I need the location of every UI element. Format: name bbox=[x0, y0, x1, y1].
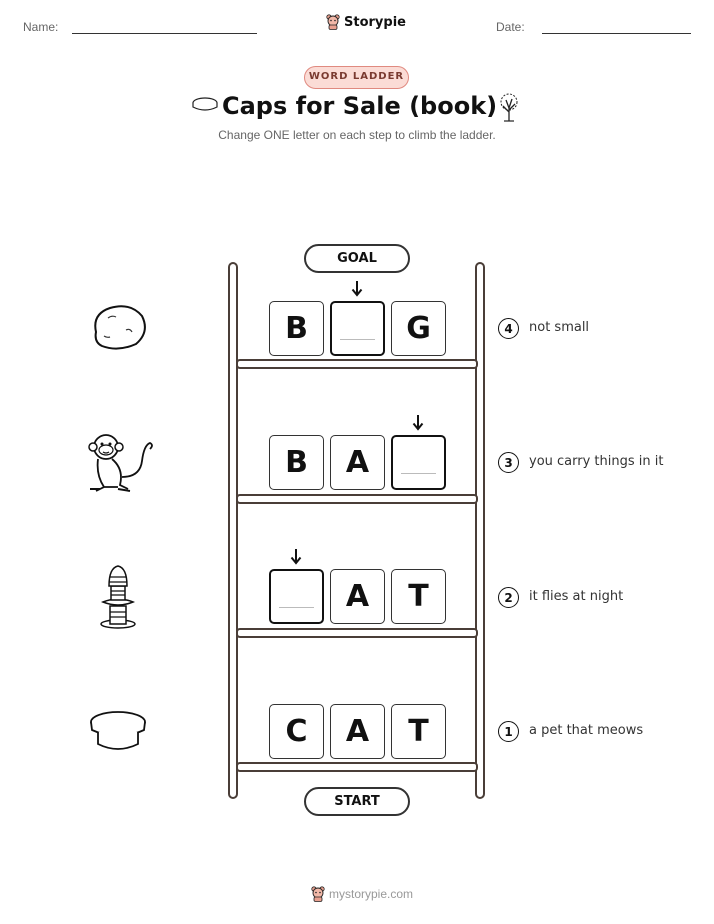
cap-icon bbox=[191, 96, 219, 116]
step-number: 4 bbox=[498, 318, 519, 339]
ladder-rung bbox=[236, 762, 478, 772]
brand-name: Storypie bbox=[344, 14, 406, 30]
step-clue: you carry things in it bbox=[529, 454, 664, 469]
letter-tile: T bbox=[391, 569, 446, 624]
step-number: 3 bbox=[498, 452, 519, 473]
bear-logo-icon bbox=[311, 886, 325, 902]
down-arrow-icon bbox=[351, 280, 363, 297]
footer bbox=[311, 886, 413, 902]
ladder-rung bbox=[236, 494, 478, 504]
brand-logo bbox=[326, 14, 406, 30]
step-number: 2 bbox=[498, 587, 519, 608]
letter-tile: A bbox=[330, 704, 385, 759]
rock-icon bbox=[88, 302, 148, 352]
date-line[interactable] bbox=[542, 33, 691, 34]
letter-tile: C bbox=[269, 704, 324, 759]
date-label: Date: bbox=[496, 20, 525, 34]
instructions: Change ONE letter on each step to climb the ladder. bbox=[218, 128, 496, 142]
page-title: Caps for Sale (book) bbox=[222, 92, 498, 120]
ladder-rail-right bbox=[475, 262, 485, 799]
letter-tile: T bbox=[391, 704, 446, 759]
goal-label: GOAL bbox=[304, 244, 410, 273]
letter-tile: B bbox=[269, 301, 324, 356]
down-arrow-icon bbox=[412, 414, 424, 431]
word-ladder-badge: WORD LADDER bbox=[304, 66, 409, 89]
bear-logo-icon bbox=[326, 14, 340, 30]
start-label: START bbox=[304, 787, 410, 816]
stacked-caps-icon bbox=[97, 562, 139, 630]
step-number: 1 bbox=[498, 721, 519, 742]
ladder-rail-left bbox=[228, 262, 238, 799]
footer-url[interactable]: mystorypie.com bbox=[329, 887, 414, 901]
letter-tile: B bbox=[269, 435, 324, 490]
tree-icon bbox=[495, 92, 523, 122]
letter-tile: A bbox=[330, 569, 385, 624]
down-arrow-icon bbox=[290, 548, 302, 565]
letter-tile: G bbox=[391, 301, 446, 356]
step-clue: it flies at night bbox=[529, 589, 624, 604]
step-clue: not small bbox=[529, 320, 590, 335]
blank-letter-input[interactable] bbox=[330, 301, 385, 356]
step-clue: a pet that meows bbox=[529, 723, 644, 738]
name-label: Name: bbox=[23, 20, 59, 34]
blank-letter-input[interactable] bbox=[391, 435, 446, 490]
monkey-icon bbox=[84, 431, 154, 495]
blank-letter-input[interactable] bbox=[269, 569, 324, 624]
letter-tile: A bbox=[330, 435, 385, 490]
ladder-rung bbox=[236, 628, 478, 638]
cap-icon bbox=[88, 708, 148, 752]
name-line[interactable] bbox=[72, 33, 257, 34]
ladder-rung bbox=[236, 359, 478, 369]
